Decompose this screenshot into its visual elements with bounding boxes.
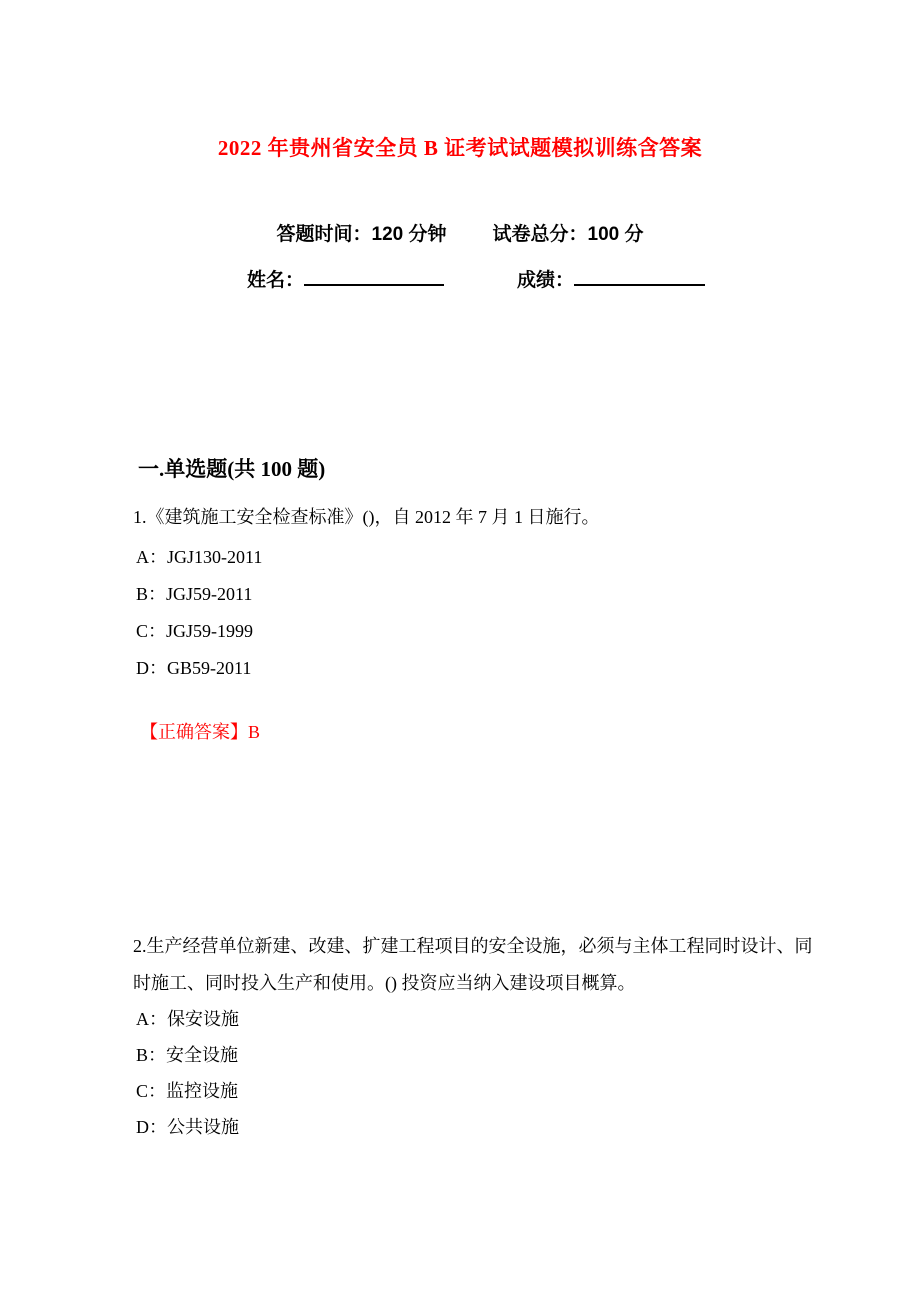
score-field-row bbox=[517, 269, 705, 292]
section-heading-single-choice: 一.单选题(共 100 题) bbox=[138, 457, 326, 481]
question-1-option-d: D：GB59-2011 bbox=[136, 658, 252, 678]
question-1-option-a: A：JGJ130-2011 bbox=[136, 547, 263, 567]
score-blank-line bbox=[574, 269, 705, 286]
name-blank-line bbox=[304, 269, 444, 286]
question-1-option-c: C：JGJ59-1999 bbox=[136, 621, 254, 641]
name-label: 姓名： bbox=[247, 270, 305, 291]
question-1-answer-line bbox=[140, 721, 260, 743]
question-1-option-b: B：JGJ59-2011 bbox=[136, 584, 253, 604]
score-label: 成绩： bbox=[517, 270, 575, 291]
name-field-row bbox=[247, 269, 444, 292]
question-2-option-c: C：监控设施 bbox=[136, 1081, 239, 1101]
correct-answer-value: B bbox=[248, 722, 261, 742]
question-2-text: 2.生产经营单位新建、改建、扩建工程项目的安全设施，必须与主体工程同时设计、同时施工、同时投入生产和使用。() 投资应当纳入建设项目概算。 bbox=[133, 936, 813, 993]
question-2-option-d: D：公共设施 bbox=[136, 1117, 239, 1137]
answer-time-label: 答题时间：120 分钟 bbox=[276, 224, 447, 245]
question-2-option-a: A：保安设施 bbox=[136, 1009, 239, 1029]
question-1-text: 1.《建筑施工安全检查标准》()，自 2012 年 7 月 1 日施行。 bbox=[133, 507, 600, 527]
correct-answer-label: 【正确答案】 bbox=[140, 722, 248, 742]
total-score-label: 试卷总分：100 分 bbox=[492, 224, 644, 245]
page-title: 2022 年贵州省安全员 B 证考试试题模拟训练含答案 bbox=[217, 136, 703, 161]
question-2-option-b: B：安全设施 bbox=[136, 1045, 239, 1065]
exam-meta-row bbox=[0, 224, 920, 246]
